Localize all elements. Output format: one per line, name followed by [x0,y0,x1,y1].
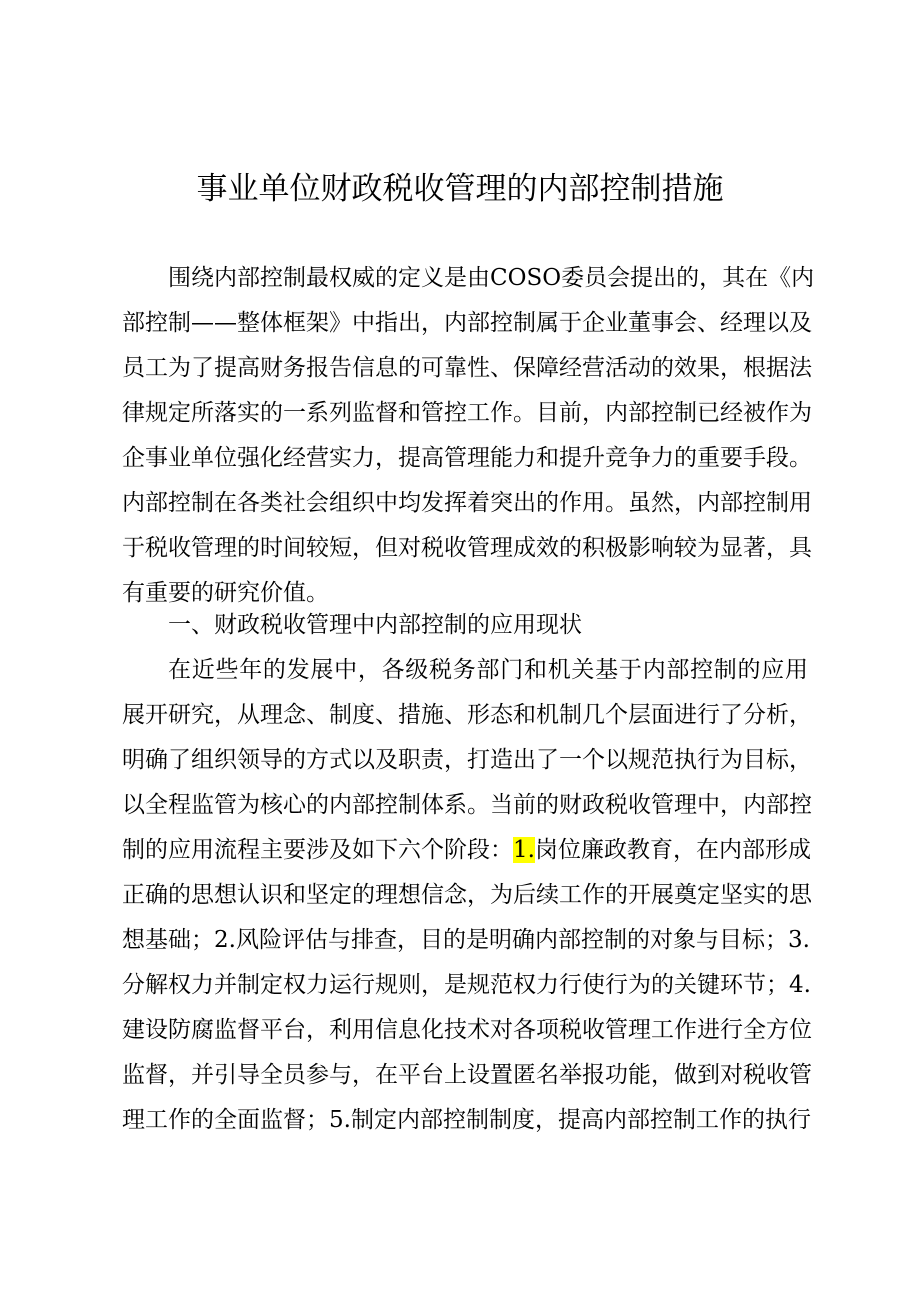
paragraph-line-segment: 制的应用流程主要涉及如下六个阶段： [122,837,513,863]
paragraph-line: 内部控制在各类社会组织中均发挥着突出的作用。虽然，内部控制用 [122,490,812,516]
paragraph-line: 理工作的全面监督；5.制定内部控制制度，提高内部控制工作的执行 [122,1107,811,1133]
paragraph-line: 正确的思想认识和坚定的理想信念，为后续工作的开展奠定坚实的思 [122,882,812,908]
paragraph-line: 围绕内部控制最权威的定义是由COSO委员会提出的，其在《内 [168,265,815,291]
paragraph-line-with-marker [122,828,811,873]
paragraph-line: 于税收管理的时间较短，但对税收管理成效的积极影响较为显著，具 [122,535,812,561]
paragraph-line: 想基础；2.风险评估与排查，目的是明确内部控制的对象与目标；3. [122,927,810,953]
section-paragraph [122,648,812,1143]
paragraph-line: 部控制——整体框架》中指出，内部控制属于企业董事会、经理以及 [122,310,812,336]
intro-paragraph [122,256,815,616]
paragraph-line: 监督，并引导全员参与，在平台上设置匿名举报功能，做到对税收管 [122,1062,812,1088]
paragraph-line: 有重要的研究价值。 [122,580,329,606]
paragraph-line: 明确了组织领导的方式以及职责，打造出了一个以规范执行为目标， [122,747,812,773]
paragraph-line: 展开研究，从理念、制度、措施、形态和机制几个层面进行了分析， [122,702,812,728]
paragraph-line: 律规定所落实的一系列监督和管控工作。目前，内部控制已经被作为 [122,400,812,426]
paragraph-line: 分解权力并制定权力运行规则，是规范权力行使行为的关键环节；4. [122,972,811,998]
paragraph-line: 企事业单位强化经营实力，提高管理能力和提升竞争力的重要手段。 [122,445,812,471]
paragraph-line: 以全程监管为核心的内部控制体系。当前的财政税收管理中，内部控 [122,792,812,818]
paragraph-line: 员工为了提高财务报告信息的可靠性、保障经营活动的效果，根据法 [122,355,812,381]
document-title: 事业单位财政税收管理的内部控制措施 [196,171,724,207]
paragraph-line: 在近些年的发展中，各级税务部门和机关基于内部控制的应用 [168,657,808,683]
highlighted-list-marker: 1. [513,837,535,863]
paragraph-line-segment: 岗位廉政教育，在内部形成 [534,837,811,863]
section-heading: 一、财政税收管理中内部控制的应用现状 [168,612,582,638]
paragraph-line: 建设防腐监督平台，利用信息化技术对各项税收管理工作进行全方位 [122,1017,812,1043]
